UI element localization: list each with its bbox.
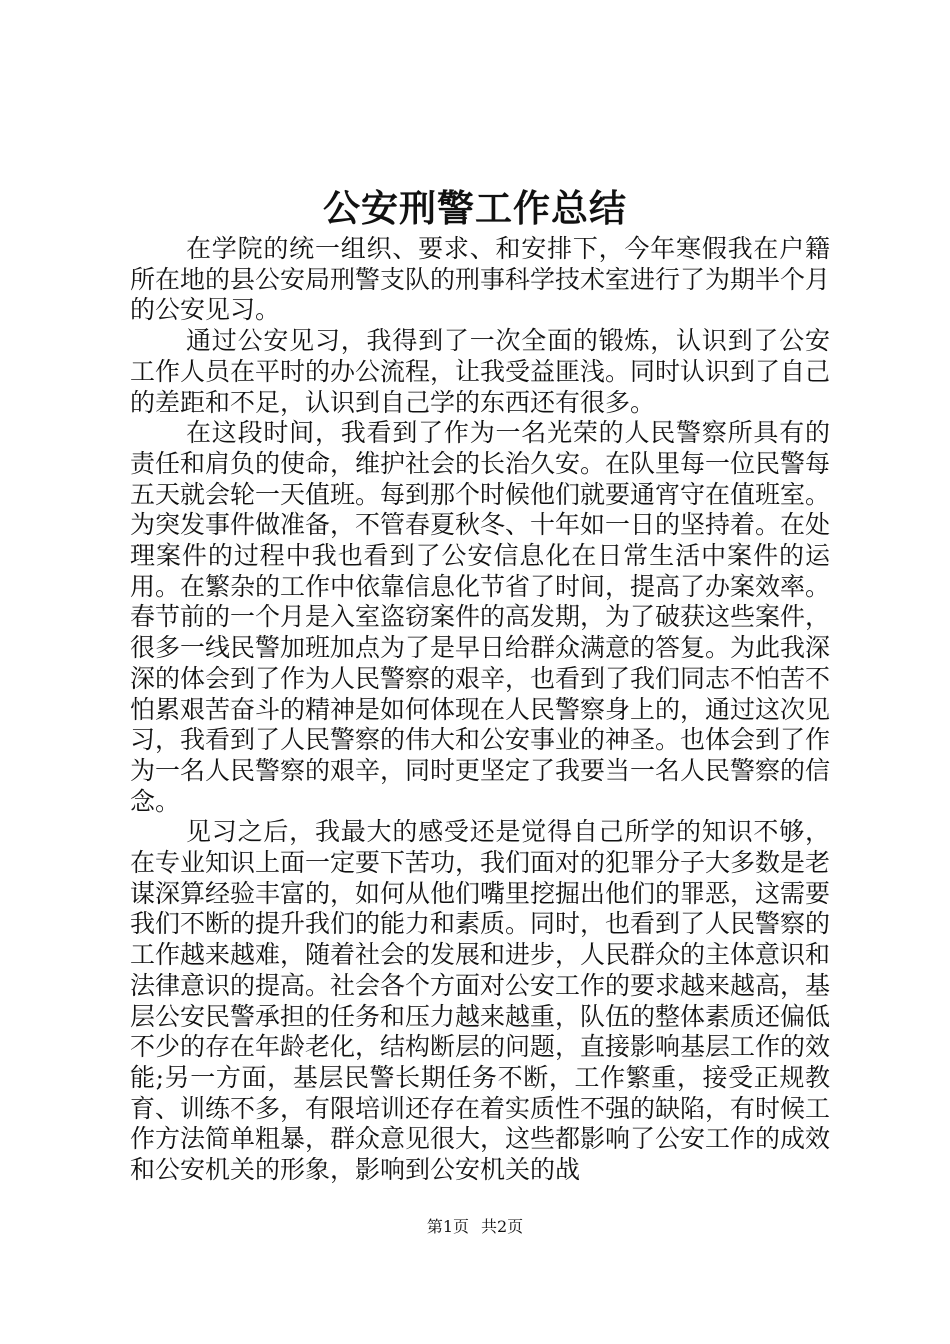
document-body [130,234,830,1186]
page-total: 共2页 [481,1217,524,1236]
document-title: 公安刑警工作总结 [323,186,627,230]
page-footer [0,1216,950,1238]
paragraph-2: 通过公安见习，我得到了一次全面的锻炼，认识到了公安工作人员在平时的办公流程，让我受益匪浅。同时认识到了自己的差距和不足，认识到自己学的东西还有很多。 [130,326,831,417]
paragraph-4: 见习之后，我最大的感受还是觉得自己所学的知识不够，在专业知识上面一定要下苦功，我们面对的犯罪分子大多数是老谋深算经验丰富的，如何从他们嘴里挖掘出他们的罪恶，这需要我们不断的提升我们的能力和素质。同时，也看到了人民警察的工作越来越难，随着社会的发展和进步，人民群众的主体意识和法律意识的提高。社会各个方面对公安工作的要求越来越高，基层公安民警承担的任务和压力越来越重，队伍的整体素质还偏低不少的存在年龄老化，结构断层的问题，直接影响基层工作的效能;另一方面，基层民警长期任务不断，工作繁重，接受正规教育、训练不多，有限培训还存在着实质性不强的缺陷，有时候工作方法简单粗暴，群众意见很大，这些都影响了公安工作的成效和公安机关的形象，影响到公安机关的战 [130,817,831,1185]
paragraph-3: 在这段时间，我看到了作为一名光荣的人民警察所具有的责任和肩负的使命，维护社会的长治久安。在队里每一位民警每五天就会轮一天值班。每到那个时候他们就要通宵守在值班室。为突发事件做准备，不管春夏秋冬、十年如一日的坚持着。在处理案件的过程中我也看到了公安信息化在日常生活中案件的运用。在繁杂的工作中依靠信息化节省了时间，提高了办案效率。春节前的一个月是入室盗窃案件的高发期，为了破获这些案件，很多一线民警加班加点为了是早日给群众满意的答复。为此我深深的体会到了作为人民警察的艰辛，也看到了我们同志不怕苦不怕累艰苦奋斗的精神是如何体现在人民警察身上的，通过这次见习，我看到了人民警察的伟大和公安事业的神圣。也体会到了作为一名人民警察的艰辛，同时更坚定了我要当一名人民警察的信念。 [130,418,831,816]
page-number: 第1页 [426,1217,469,1236]
paragraph-1: 在学院的统一组织、要求、和安排下，今年寒假我在户籍所在地的县公安局刑警支队的刑事科学技术室进行了为期半个月的公安见习。 [130,234,831,325]
